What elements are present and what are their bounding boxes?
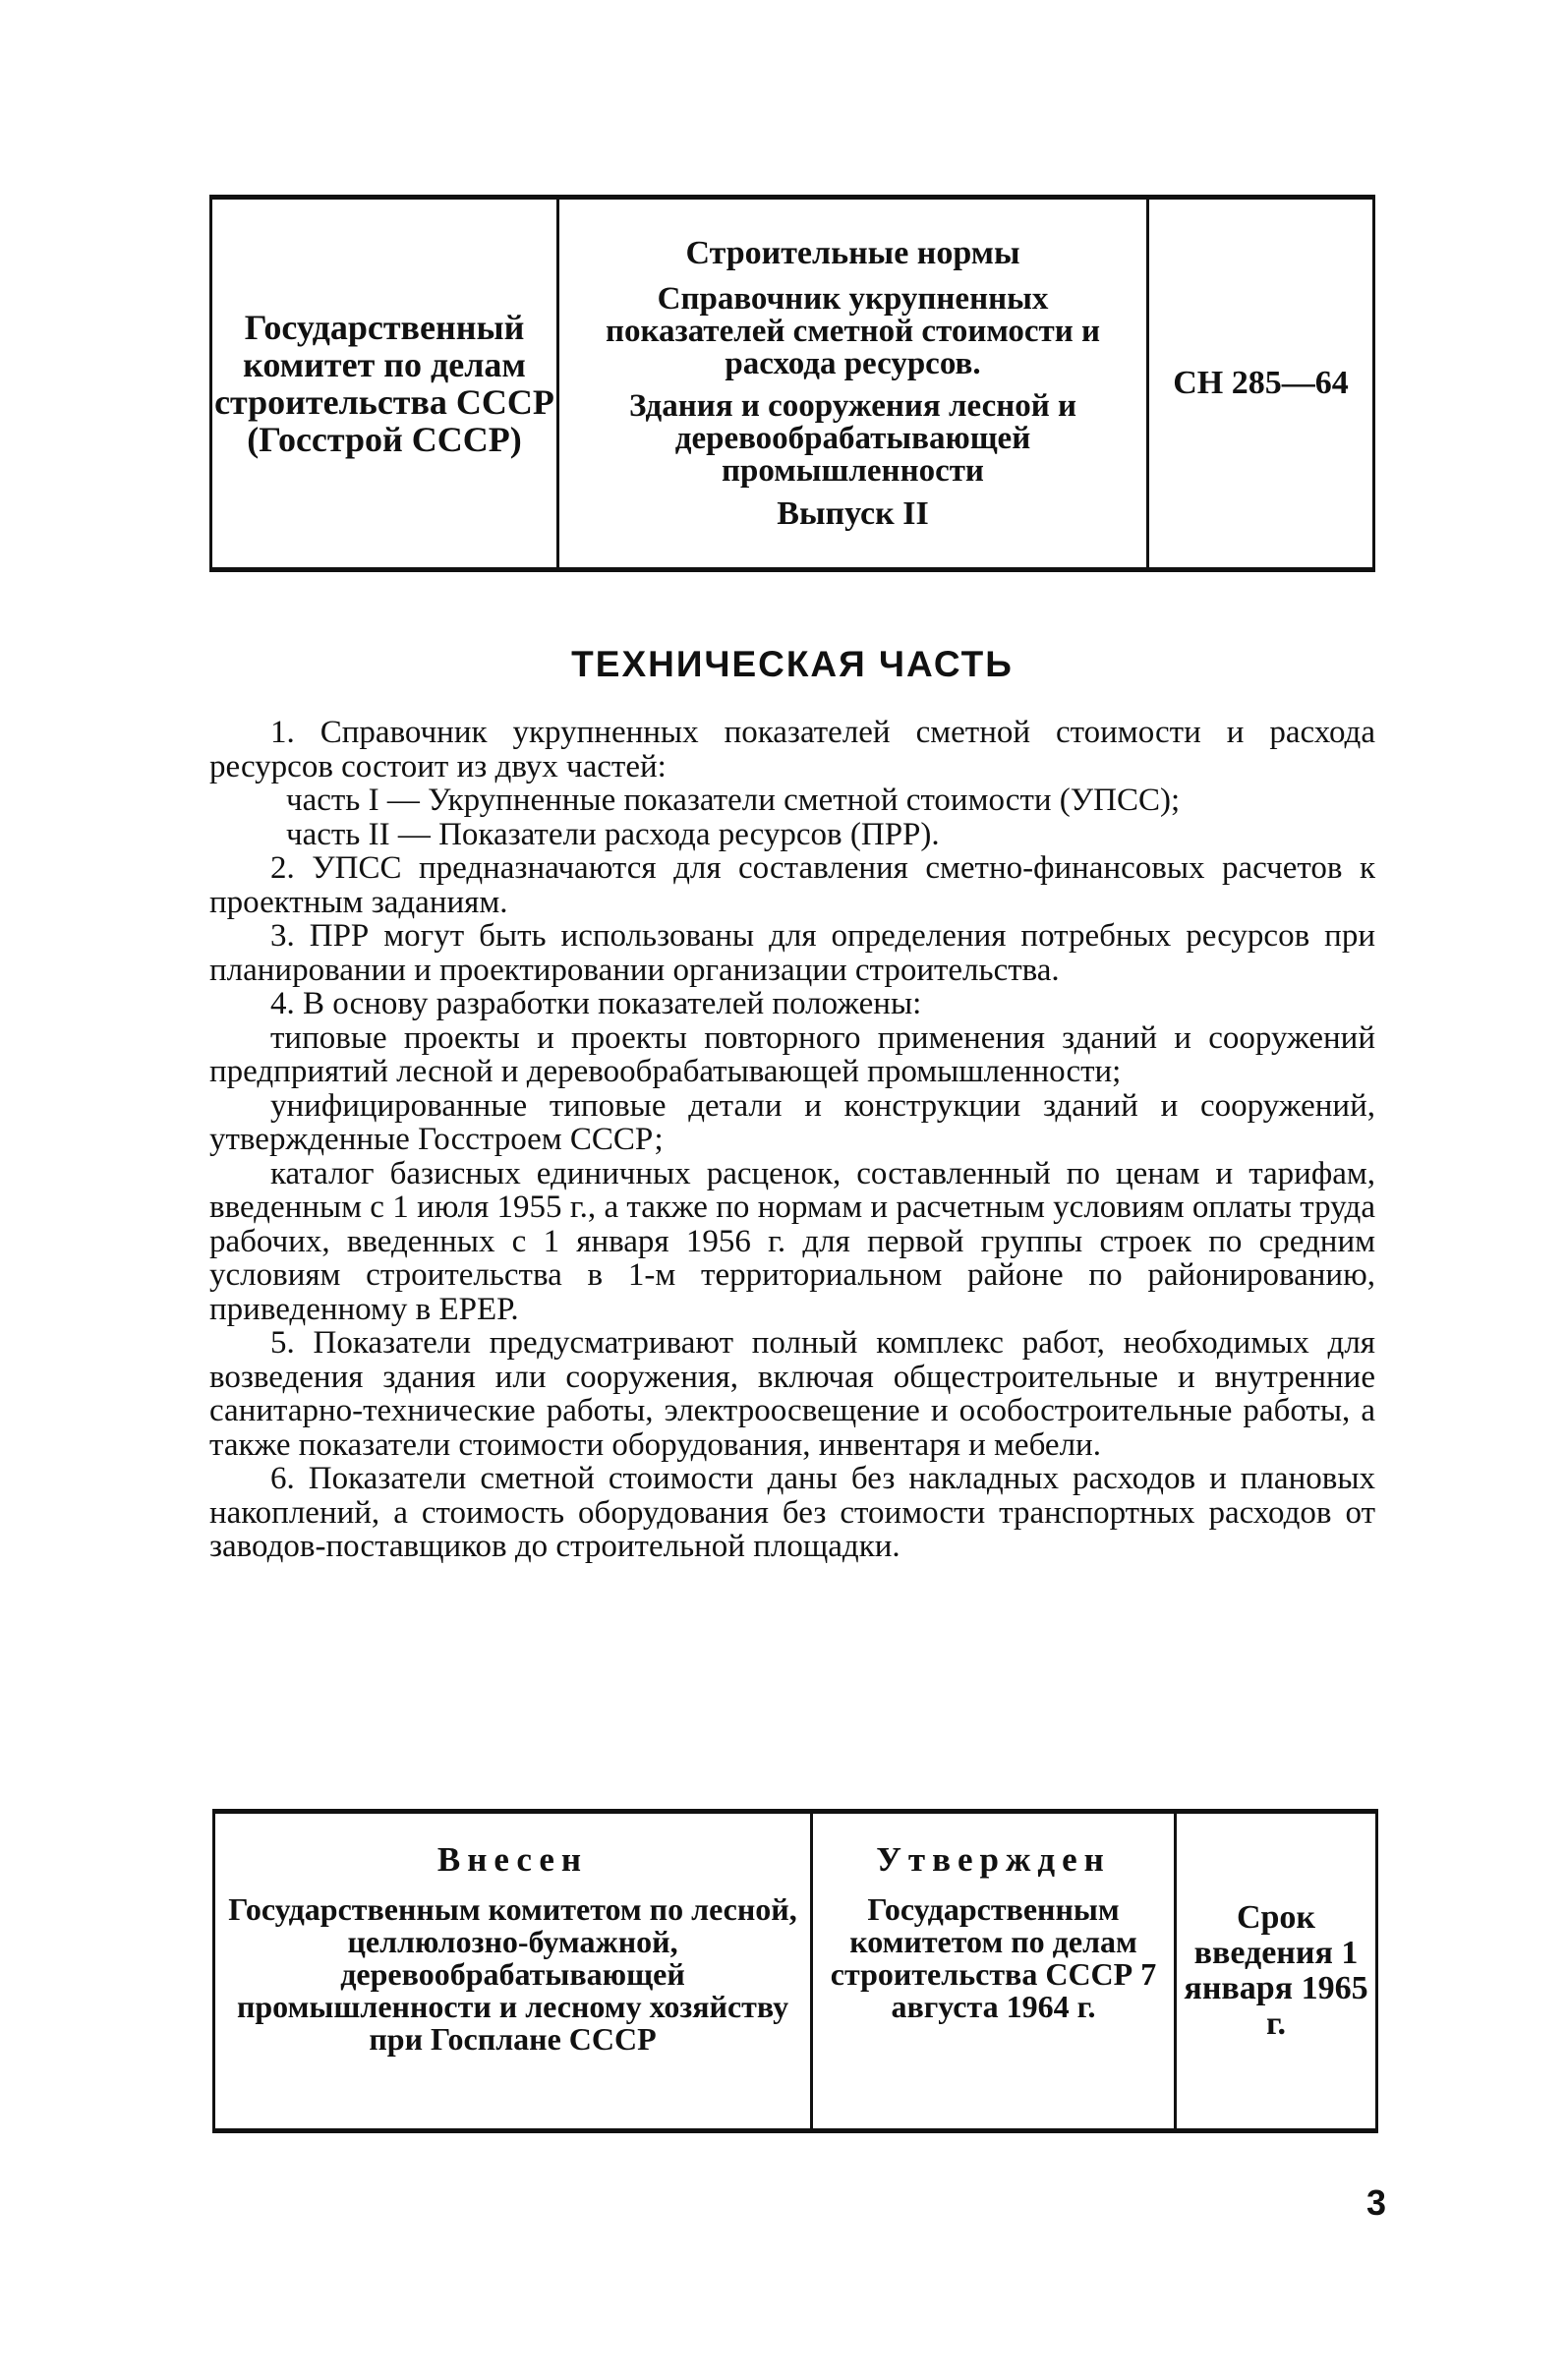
footer-table (212, 1809, 1378, 2133)
paragraph-4: 4. В основу разработки показателей положены: (270, 986, 922, 1021)
title-subtitle: Справочник укрупненных показателей сметной стоимости и расхода ресурсов. (605, 281, 1101, 381)
paragraph-2: 2. УПСС предназначаются для составления сметно-финансовых расчетов к проектным заданиям. (209, 850, 1375, 920)
title-main: Строительные нормы (685, 235, 1020, 271)
paragraph-4-item-2: унифицированные типовые детали и конструкции зданий и сооружений, утвержденные Госстроем СССР; (209, 1087, 1375, 1157)
paragraph-part-2: часть II — Показатели расхода ресурсов (ПРР). (286, 816, 940, 852)
document-code: СН 285—64 (1173, 365, 1349, 401)
approved-label: Утвержден (876, 1840, 1111, 1879)
document-title-block (559, 200, 1149, 567)
effective-date: Срок введения 1 января 1965 г. (1184, 1899, 1368, 2042)
introduced-label: Внесен (436, 1840, 589, 1879)
introduced-by: Государственным комитетом по лесной, целлюлозно-бумажной, деревообрабатывающей промышленности и лесному хозяйству при Госплане СССР (228, 1891, 797, 2057)
paragraph-4-item-1: типовые проекты и проекты повторного применения зданий и сооружений предприятий лесной и деревообрабатывающей промышленности; (209, 1019, 1375, 1089)
approved-cell (813, 1814, 1177, 2128)
introduced-cell (215, 1814, 813, 2128)
paragraph-part-1: часть I — Укрупненные показатели сметной стоимости (УПСС); (286, 783, 1181, 818)
paragraph-1: 1. Справочник укрупненных показателей сметной стоимости и расхода ресурсов состоит из двух частей: (209, 715, 1375, 784)
header-table (209, 195, 1375, 572)
paragraph-4-item-3: каталог базисных единичных расценок, составленный по ценам и тарифам, введенным с 1 июля 1955 г., а также по нормам и расчетным условиям оплаты труда рабочих, введенных с 1 января 1956 г. для первой группы строек по средним условиям строительства в 1-м территориальном районе по районированию, приведенному в ЕРЕР. (209, 1155, 1375, 1327)
body-text (209, 716, 1375, 1564)
page-number: 3 (1365, 2182, 1387, 2223)
issue-number: Выпуск II (777, 495, 929, 532)
paragraph-3: 3. ПРР могут быть использованы для определения потребных ресурсов при планировании и проектировании организации строительства. (209, 918, 1375, 988)
section-title: ТЕХНИЧЕСКАЯ ЧАСТЬ (571, 644, 1014, 684)
paragraph-5: 5. Показатели предусматривают полный комплекс работ, необходимых для возведения здания или сооружения, включая общестроительные и внутренние санитарно-технические работы, электроосвещение и особостроительные работы, а также показатели стоимости оборудования, инвентаря и мебели. (209, 1325, 1375, 1463)
issuing-organization: Государственный комитет по делам строительства СССР (Госстрой СССР) (212, 200, 559, 567)
paragraph-6: 6. Показатели сметной стоимости даны без накладных расходов и плановых накоплений, а стоимость оборудования без стоимости транспортных расходов от заводов-поставщиков до строительной площадки. (209, 1461, 1375, 1564)
title-subtitle-2: Здания и сооружения лесной и деревообрабатывающей промышленности (628, 388, 1077, 489)
approved-by: Государственным комитетом по делам строительства СССР 7 августа 1964 г. (830, 1891, 1157, 2024)
